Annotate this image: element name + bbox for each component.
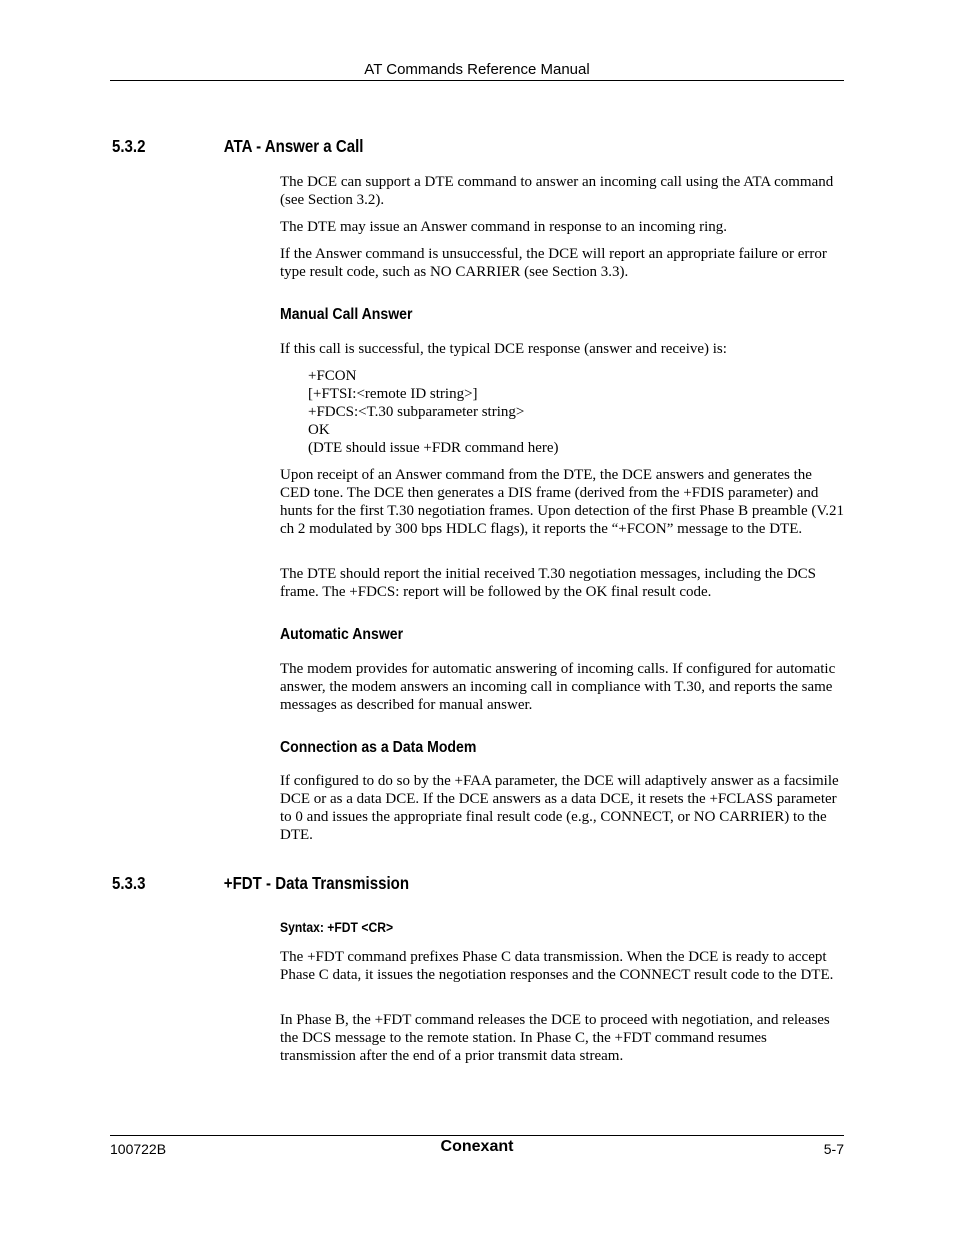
subheading-automatic-answer: Automatic Answer <box>280 626 404 643</box>
section-title: ATA - Answer a Call <box>223 136 364 156</box>
running-header: AT Commands Reference Manual <box>364 61 590 78</box>
response-line: +FDCS:<T.30 subparameter string> <box>308 404 525 420</box>
section-heading-5-3-2 <box>112 136 363 157</box>
response-line: OK <box>308 422 330 438</box>
section-heading-5-3-3 <box>112 873 409 894</box>
response-line: (DTE should issue +FDR command here) <box>308 440 559 456</box>
paragraph: If configured to do so by the +FAA parameter, the DCE will adaptively answer as a facsimile DCE or as a data DCE. If the DCE answers as a data DCE, it resets the +FCLASS parameter to 0 and issues the appropriate final result code (e.g., CONNECT, or NO CARRIER) to the DTE. <box>280 773 839 843</box>
paragraph: The DTE should report the initial received T.30 negotiation messages, including the DCS frame. The +FDCS: report will be followed by the OK final result code. <box>280 566 816 600</box>
section-title: +FDT - Data Transmission <box>223 873 410 893</box>
header-rule <box>110 80 844 81</box>
response-line: +FCON <box>308 368 357 384</box>
response-line: [+FTSI:<remote ID string>] <box>308 386 478 402</box>
response-listing <box>308 367 828 457</box>
page-number: 5-7 <box>823 1141 844 1157</box>
footer-rule <box>110 1135 844 1136</box>
paragraph: The modem provides for automatic answering of incoming calls. If configured for automatic answer, the modem answers an incoming call in compliance with T.30, and reports the same messages as described for manual answer. <box>280 661 836 713</box>
paragraph: If the Answer command is unsuccessful, the DCE will report an appropriate failure or error type result code, such as NO CARRIER (see Section 3.3). <box>280 246 827 280</box>
paragraph: The DTE may issue an Answer command in response to an incoming ring. <box>280 219 727 235</box>
section-number: 5.3.3 <box>112 873 146 893</box>
subheading-manual-call-answer: Manual Call Answer <box>280 306 413 323</box>
subheading-data-modem: Connection as a Data Modem <box>280 739 477 756</box>
paragraph: The DCE can support a DTE command to answer an incoming call using the ATA command (see Section 3.2). <box>280 174 834 208</box>
paragraph: In Phase B, the +FDT command releases the DCE to proceed with negotiation, and releases the DCS message to the remote station. In Phase C, the +FDT command resumes transmission after the end of a prior transmit data stream. <box>280 1012 830 1064</box>
doc-number: 100722B <box>110 1141 167 1157</box>
company-name: Conexant <box>440 1138 514 1155</box>
syntax-line: Syntax: +FDT <CR> <box>280 920 394 935</box>
paragraph: The +FDT command prefixes Phase C data transmission. When the DCE is ready to accept Phase C data, it issues the negotiation responses and the CONNECT result code to the DTE. <box>280 949 834 983</box>
section-number: 5.3.2 <box>112 136 146 156</box>
paragraph: Upon receipt of an Answer command from the DTE, the DCE answers and generates the CED tone. The DCE then generates a DIS frame (derived from the +FDIS parameter) and hunts for the first T.30 negotiation frames. Upon detection of the first Phase B preamble (V.21 ch 2 modulated by 300 bps HDLC flags), it reports the “+FCON” message to the DTE. <box>280 467 845 537</box>
paragraph: If this call is successful, the typical DCE response (answer and receive) is: <box>280 341 727 357</box>
